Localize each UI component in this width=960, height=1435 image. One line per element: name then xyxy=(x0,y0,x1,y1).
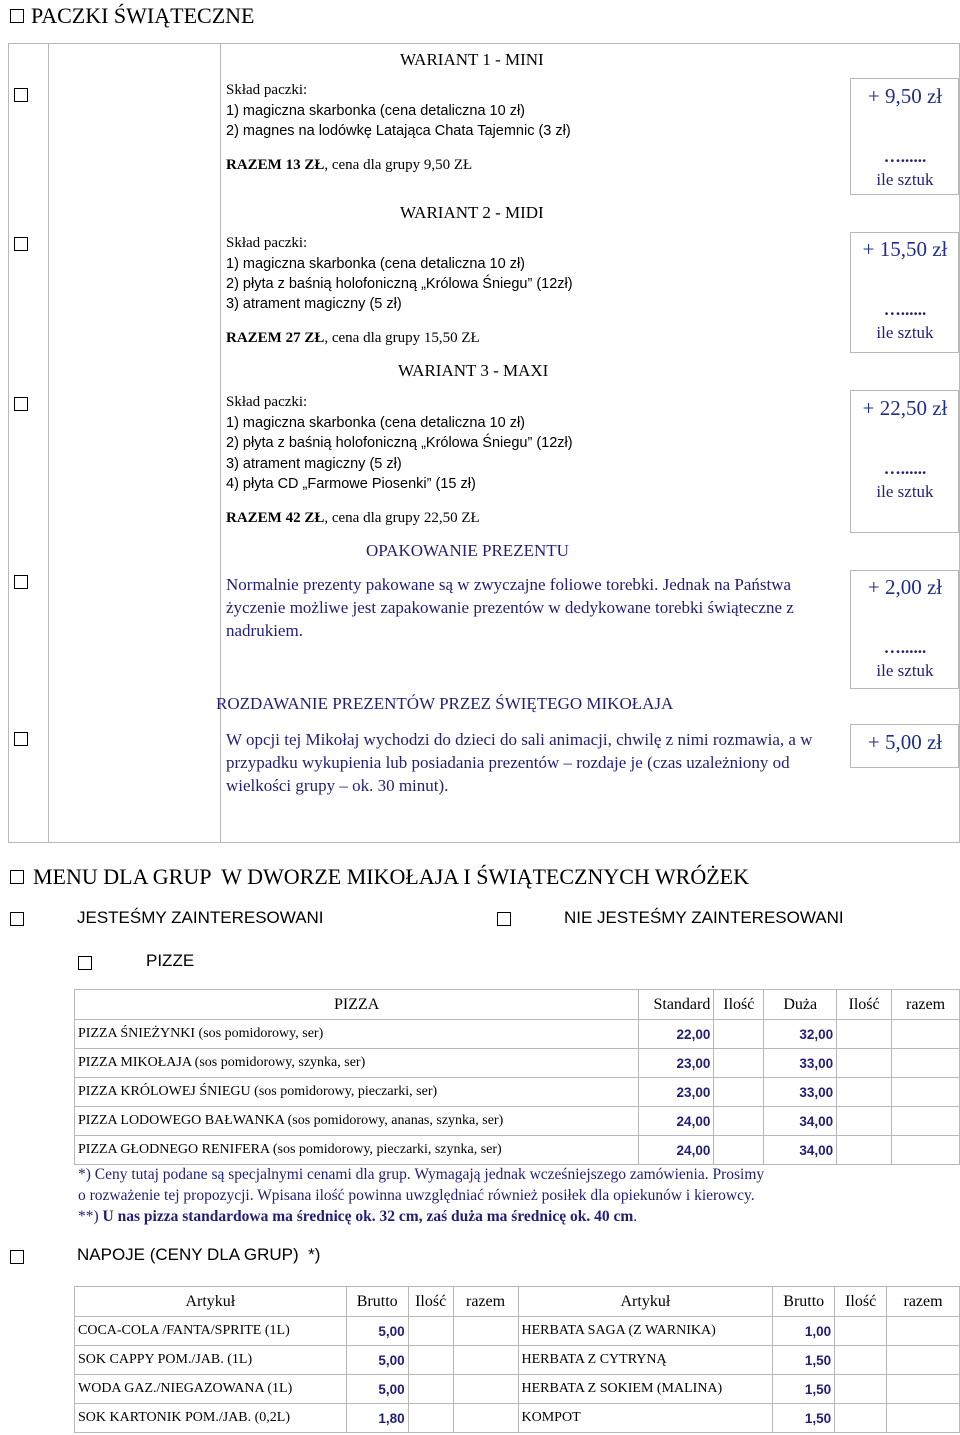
packaging-qty-label: ile sztuk xyxy=(876,661,934,680)
santa-header: ROZDAWANIE PREZENTÓW PRZEZ ŚWIĘTEGO MIKOŁAJA xyxy=(216,694,674,713)
pizza-col-header: razem xyxy=(892,990,960,1020)
section-title-paczki: PACZKI ŚWIĄTECZNE xyxy=(31,3,255,28)
drink-name: COCA-COLA /FANTA/SPRITE (1L) xyxy=(75,1317,347,1346)
table-row xyxy=(75,1049,960,1078)
interested-checkbox[interactable] xyxy=(10,912,24,926)
pizza-large-qty[interactable] xyxy=(837,1078,892,1107)
pizza-name: PIZZA GŁODNEGO RENIFERA (sos pomidorowy, pieczarki, szynka, ser) xyxy=(75,1136,639,1165)
drinks-col-header: Brutto xyxy=(773,1287,835,1317)
pizza-total[interactable] xyxy=(892,1078,960,1107)
pizza-name: PIZZA MIKOŁAJA (sos pomidorowy, szynka, ser) xyxy=(75,1049,639,1078)
pizza-standard-qty[interactable] xyxy=(714,1078,764,1107)
variant-3-item: 1) magiczna skarbonka (cena detaliczna 10 zł) xyxy=(226,415,526,431)
pizza-col-header: PIZZA xyxy=(75,990,639,1020)
drink-name: SOK KARTONIK POM./JAB. (0,2L) xyxy=(75,1404,347,1433)
variant-1-checkbox[interactable] xyxy=(14,88,28,102)
drink-price: 1,50 xyxy=(773,1346,835,1375)
pizza-col-header: Ilość xyxy=(714,990,764,1020)
drink-qty[interactable] xyxy=(408,1346,453,1375)
drinks-col-header: Ilość xyxy=(835,1287,887,1317)
pizza-standard-price: 24,00 xyxy=(639,1107,714,1136)
table-row xyxy=(75,1346,960,1375)
variant-2-checkbox[interactable] xyxy=(14,237,28,251)
table-row xyxy=(75,1375,960,1404)
variant-1-item: Skład paczki: xyxy=(226,82,308,98)
drink-qty[interactable] xyxy=(408,1317,453,1346)
variant-3-item: 4) płyta CD „Farmowe Piosenki” (15 zł) xyxy=(226,476,476,492)
variant-2-item: 2) płyta z baśnią holofoniczną „Królowa Śniegu” (12zł) xyxy=(226,276,573,292)
variant-1-qty-label: ile sztuk xyxy=(876,170,934,189)
pizza-standard-price: 23,00 xyxy=(639,1049,714,1078)
drinks-col-header: Brutto xyxy=(346,1287,408,1317)
drink-total[interactable] xyxy=(453,1375,518,1404)
drink-price: 1,00 xyxy=(773,1317,835,1346)
pizza-standard-qty[interactable] xyxy=(714,1136,764,1165)
drink-total[interactable] xyxy=(453,1317,518,1346)
drink-price: 1,50 xyxy=(773,1404,835,1433)
table-row xyxy=(75,1078,960,1107)
variant-3-item: 3) atrament magiczny (5 zł) xyxy=(226,456,402,472)
variant-2-item: 1) magiczna skarbonka (cena detaliczna 10 zł) xyxy=(226,256,526,272)
pizza-large-price: 32,00 xyxy=(764,1020,837,1049)
variant-3-item: 2) płyta z baśnią holofoniczną „Królowa Śniegu” (12zł) xyxy=(226,435,573,451)
pizza-name: PIZZA ŚNIEŻYNKI (sos pomidorowy, ser) xyxy=(75,1020,639,1049)
pizza-large-qty[interactable] xyxy=(837,1020,892,1049)
drinks-checkbox[interactable] xyxy=(10,1250,24,1264)
variant-1-total: RAZEM 13 ZŁ, cena dla grupy 9,50 ZŁ xyxy=(226,157,473,173)
drink-total[interactable] xyxy=(453,1346,518,1375)
pizza-col-header: Standard xyxy=(639,990,714,1020)
pizza-standard-price: 22,00 xyxy=(639,1020,714,1049)
drink-price: 5,00 xyxy=(346,1317,408,1346)
drink-qty[interactable] xyxy=(835,1346,887,1375)
drink-total[interactable] xyxy=(887,1346,960,1375)
pizza-name: PIZZA LODOWEGO BAŁWANKA (sos pomidorowy, ananas, szynka, ser) xyxy=(75,1107,639,1136)
drink-name: WODA GAZ./NIEGAZOWANA (1L) xyxy=(75,1375,347,1404)
drink-qty[interactable] xyxy=(835,1404,887,1433)
pizza-checkbox[interactable] xyxy=(78,956,92,970)
drinks-col-header: razem xyxy=(453,1287,518,1317)
pizza-total[interactable] xyxy=(892,1136,960,1165)
packaging-header: OPAKOWANIE PREZENTU xyxy=(366,541,569,560)
packaging-checkbox[interactable] xyxy=(14,575,28,589)
divider-left xyxy=(48,43,49,843)
divider-mid xyxy=(220,43,221,843)
pizza-standard-qty[interactable] xyxy=(714,1049,764,1078)
table-row xyxy=(75,1317,960,1346)
pizza-large-qty[interactable] xyxy=(837,1107,892,1136)
section-checkbox-menu[interactable] xyxy=(10,870,24,884)
variant-2-total: RAZEM 27 ZŁ, cena dla grupy 15,50 ZŁ xyxy=(226,330,480,346)
variant-3-header: WARIANT 3 - MAXI xyxy=(398,361,549,380)
pizza-standard-price: 23,00 xyxy=(639,1078,714,1107)
section-title-menu: MENU DLA GRUP W DWORZE MIKOŁAJA I ŚWIĄTECZNYCH WRÓŻEK xyxy=(33,864,749,889)
pizza-standard-qty[interactable] xyxy=(714,1107,764,1136)
variant-3-checkbox[interactable] xyxy=(14,397,28,411)
variant-1-item: 2) magnes na lodówkę Latająca Chata Tajemnic (3 zł) xyxy=(226,123,571,139)
drink-qty[interactable] xyxy=(408,1404,453,1433)
pizza-large-price: 33,00 xyxy=(764,1049,837,1078)
pizza-table-header xyxy=(75,990,960,1020)
drinks-col-header: Artykuł xyxy=(75,1287,347,1317)
variant-1-header: WARIANT 1 - MINI xyxy=(400,50,544,69)
interested-label: JESTEŚMY ZAINTERESOWANI xyxy=(77,908,324,927)
drink-name: HERBATA Z CYTRYNĄ xyxy=(518,1346,773,1375)
variant-3-qty-label: ile sztuk xyxy=(876,482,934,501)
drinks-table-header xyxy=(75,1287,960,1317)
drinks-col-header: razem xyxy=(887,1287,960,1317)
drinks-table xyxy=(74,1286,960,1433)
variant-3-price: + 22,50 zł xyxy=(862,396,948,420)
variant-2-qty-label: ile sztuk xyxy=(876,323,934,342)
variant-2-item: Skład paczki: xyxy=(226,235,308,251)
pizza-note-1: *) Ceny tutaj podane są specjalnymi cenami dla grup. Wymagają jednak wcześniejszego zamówienia. Prosimy xyxy=(78,1166,765,1183)
variant-3-item: Skład paczki: xyxy=(226,394,308,410)
not-interested-checkbox[interactable] xyxy=(497,912,511,926)
packaging-qty-blank[interactable]: …...... xyxy=(883,638,927,657)
drink-total[interactable] xyxy=(887,1404,960,1433)
drink-total[interactable] xyxy=(887,1375,960,1404)
variant-1-qty-blank[interactable]: …...... xyxy=(883,147,927,166)
variant-2-header: WARIANT 2 - MIDI xyxy=(400,203,544,222)
pizza-label: PIZZE xyxy=(146,951,195,970)
packaging-price: + 2,00 zł xyxy=(867,575,943,599)
pizza-standard-price: 24,00 xyxy=(639,1136,714,1165)
drink-name: HERBATA Z SOKIEM (MALINA) xyxy=(518,1375,773,1404)
not-interested-label: NIE JESTEŚMY ZAINTERESOWANI xyxy=(564,908,844,927)
table-row xyxy=(75,1020,960,1049)
section-checkbox-paczki[interactable] xyxy=(10,9,24,23)
drink-price: 1,80 xyxy=(346,1404,408,1433)
pizza-standard-qty[interactable] xyxy=(714,1020,764,1049)
packaging-text: Normalnie prezenty pakowane są w zwyczajne foliowe torebki. Jednak na Państwa życzenie możliwe jest zapakowanie prezentów w dedykowane torebki świąteczne z nadrukiem. xyxy=(226,575,794,640)
drinks-label: NAPOJE (CENY DLA GRUP) *) xyxy=(77,1245,321,1264)
santa-checkbox[interactable] xyxy=(14,732,28,746)
santa-price: + 5,00 zł xyxy=(867,730,943,754)
variant-2-price: + 15,50 zł xyxy=(862,237,948,261)
pizza-total[interactable] xyxy=(892,1020,960,1049)
drink-qty[interactable] xyxy=(835,1317,887,1346)
pizza-name: PIZZA KRÓLOWEJ ŚNIEGU (sos pomidorowy, pieczarki, ser) xyxy=(75,1078,639,1107)
drink-price: 1,50 xyxy=(773,1375,835,1404)
drink-name: HERBATA SAGA (Z WARNIKA) xyxy=(518,1317,773,1346)
variant-2-item: 3) atrament magiczny (5 zł) xyxy=(226,296,402,312)
drink-qty[interactable] xyxy=(408,1375,453,1404)
pizza-col-header: Duża xyxy=(764,990,837,1020)
pizza-large-price: 33,00 xyxy=(764,1078,837,1107)
pizza-large-qty[interactable] xyxy=(837,1136,892,1165)
pizza-total[interactable] xyxy=(892,1107,960,1136)
pizza-large-price: 34,00 xyxy=(764,1107,837,1136)
variant-3-qty-blank[interactable]: …...... xyxy=(883,459,927,478)
drinks-col-header: Artykuł xyxy=(518,1287,773,1317)
pizza-total[interactable] xyxy=(892,1049,960,1078)
drink-name: KOMPOT xyxy=(518,1404,773,1433)
pizza-col-header: Ilość xyxy=(837,990,892,1020)
table-row xyxy=(75,1404,960,1433)
drink-price: 5,00 xyxy=(346,1346,408,1375)
drink-price: 5,00 xyxy=(346,1375,408,1404)
variant-3-total: RAZEM 42 ZŁ, cena dla grupy 22,50 ZŁ xyxy=(226,510,480,526)
drink-name: SOK CAPPY POM./JAB. (1L) xyxy=(75,1346,347,1375)
table-row xyxy=(75,1107,960,1136)
santa-text: W opcji tej Mikołaj wychodzi do dzieci do sali animacji, chwilę z nimi rozmawia, a w przypadku wykupienia lub posiadania prezentów – rozdaje je (czas uzależniony od wielkości grupy – ok. 30 minut). xyxy=(226,730,813,795)
variant-2-qty-blank[interactable]: …...... xyxy=(883,300,927,319)
pizza-note-3: **) U nas pizza standardowa ma średnicę ok. 32 cm, zaś duża ma średnicę ok. 40 cm. xyxy=(78,1208,638,1225)
pizza-table xyxy=(74,989,960,1165)
pizza-large-qty[interactable] xyxy=(837,1049,892,1078)
pizza-large-price: 34,00 xyxy=(764,1136,837,1165)
drink-qty[interactable] xyxy=(835,1375,887,1404)
variant-1-item: 1) magiczna skarbonka (cena detaliczna 10 zł) xyxy=(226,103,526,119)
drinks-col-header: Ilość xyxy=(408,1287,453,1317)
variant-1-price: + 9,50 zł xyxy=(867,84,943,108)
pizza-note-2: o rozważenie tej propozycji. Wpisana ilość powinna uwzględniać również posiłek dla opiekunów i kierowcy. xyxy=(78,1187,755,1204)
drink-total[interactable] xyxy=(887,1317,960,1346)
drink-total[interactable] xyxy=(453,1404,518,1433)
table-row xyxy=(75,1136,960,1165)
